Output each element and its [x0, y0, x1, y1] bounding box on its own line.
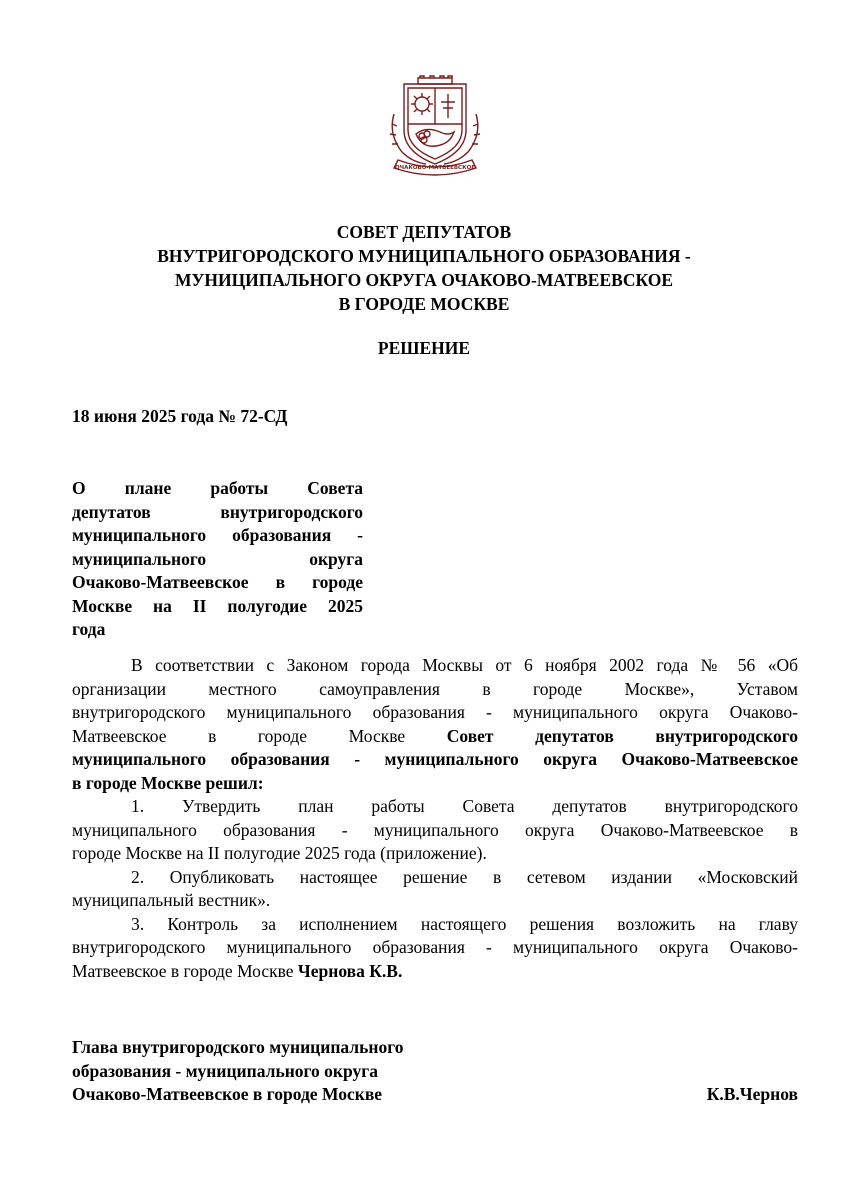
item-2-line: муниципальный вестник». [72, 890, 271, 910]
decision-body [72, 654, 798, 983]
item-1-line: городе Москве на II полугодие 2025 года (приложение). [72, 843, 487, 863]
signatory-name: К.В.Чернов [706, 1084, 798, 1104]
item-2-line: 2. Опубликовать настоящее решение в сетевом издании «Московский [131, 866, 798, 887]
date-and-number: 18 июня 2025 года № 72-СД [72, 406, 288, 426]
subject-line: О плане работы Совета [72, 478, 363, 498]
council-title-line: ВНУТРИГОРОДСКОГО МУНИЦИПАЛЬНОГО ОБРАЗОВАНИЯ - [157, 246, 691, 266]
council-title-line: МУНИЦИПАЛЬНОГО ОКРУГА ОЧАКОВО-МАТВЕЕВСКОЕ [174, 270, 673, 290]
preamble-line: муниципального образования - муниципального округа Очаково-Матвеевское [72, 749, 798, 769]
signature-line: Глава внутригородского муниципального [72, 1037, 404, 1057]
document-type: РЕШЕНИЕ [377, 338, 471, 358]
subject-line: года [72, 619, 106, 639]
council-title [0, 220, 848, 316]
subject-line: депутатов внутригородского [72, 501, 363, 522]
subject-line: Очаково-Матвеевское в городе [72, 572, 363, 592]
subject-line: муниципального образования - [72, 525, 363, 545]
preamble-line: В соответствии с Законом города Москвы от 6 ноября 2002 года № 56 «Об [131, 655, 798, 675]
signature-line: образования - муниципального округа [72, 1060, 378, 1081]
preamble-line: внутригородского муниципального образования - муниципального округа Очаково- [72, 702, 798, 722]
subject-line: муниципального округа [72, 548, 363, 569]
item-3-line: внутригородского муниципального образования - муниципального округа Очаково- [72, 937, 798, 957]
item-1-line: муниципального образования - муниципального округа Очаково-Матвеевское в [72, 819, 798, 840]
signature-block [72, 1036, 798, 1107]
coat-of-arms-icon [380, 74, 490, 178]
decision-subject [72, 477, 363, 642]
item-1-line: 1. Утвердить план работы Совета депутатов внутригородского [131, 796, 798, 816]
svg-text:ОЧАКОВО-МАТВЕЕВСКОЕ: ОЧАКОВО-МАТВЕЕВСКОЕ [394, 165, 476, 171]
preamble-line: организации местного самоуправления в городе Москве», Уставом [72, 678, 798, 699]
item-3-line: 3. Контроль за исполнением настоящего решения возложить на главу [131, 913, 798, 934]
preamble-line: в городе Москве решил: [72, 772, 264, 793]
council-title-line: СОВЕТ ДЕПУТАТОВ [336, 222, 512, 242]
signature-line [72, 1083, 798, 1107]
item-3-line: Матвеевское в городе Москве Чернова К.В. [72, 960, 403, 981]
signatory-title: Очаково-Матвеевское в городе Москве [72, 1084, 383, 1104]
preamble-line: Матвеевское в городе Москве Совет депутатов внутригородского [72, 725, 799, 746]
council-title-line: В ГОРОДЕ МОСКВЕ [338, 294, 510, 314]
subject-line: Москве на II полугодие 2025 [72, 595, 363, 616]
